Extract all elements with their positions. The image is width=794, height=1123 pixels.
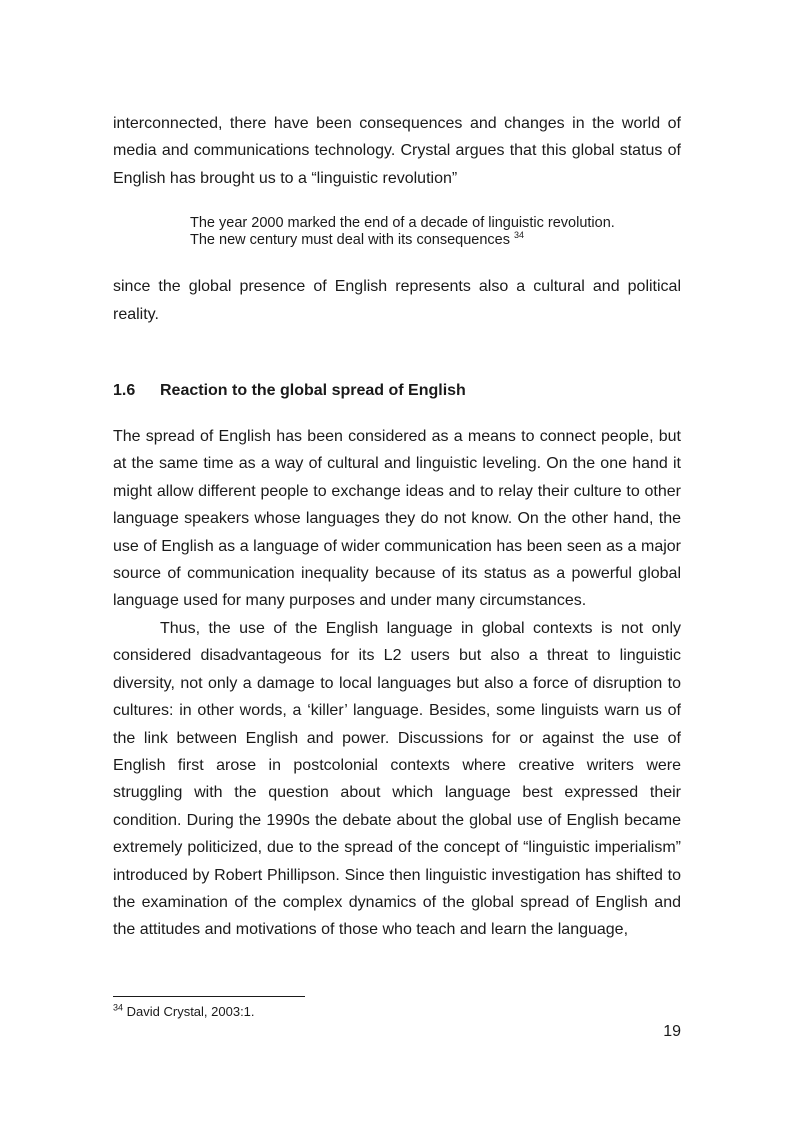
footnote-separator <box>113 996 305 997</box>
paragraph-thus: Thus, the use of the English language in global contexts is not only considered disadvantageous for its L2 users but also a threat to linguistic diversity, not only a damage to local languages but also a force of disruption to cultures: in other words, a ‘killer’ language. Besides, some linguists warn us of the link between English and power. Discussions for or against the use of English first arose in postcolonial contexts where creative writers were struggling with the question about which language best expressed their condition. During the 1990s the debate about the global use of English became extremely politicized, due to the spread of the concept of “linguistic imperialism” introduced by Robert Phillipson. Since then linguistic investigation has shifted to the examination of the complex dynamics of the global spread of English and the attitudes and motivations of those who teach and learn the language, <box>113 619 681 939</box>
footnote <box>113 1004 255 1020</box>
quote-line-1: The year 2000 marked the end of a decade of linguistic revolution. <box>190 215 615 232</box>
paragraph-continuation: interconnected, there have been consequences and changes in the world of media and communications technology. Crystal argues that this global status of English has brought us to a “linguistic revolution” <box>113 115 681 187</box>
page-body <box>113 110 681 944</box>
block-quote <box>190 215 650 249</box>
section-number: 1.6 <box>113 382 136 400</box>
quote-line-2-text: The new century must deal with its consequences <box>190 232 510 249</box>
footnote-text: David Crystal, 2003:1. <box>123 1004 255 1019</box>
footnote-reference[interactable]: 34 <box>514 230 525 241</box>
footnote-marker: 34 <box>113 1002 124 1013</box>
page-number: 19 <box>663 1023 681 1040</box>
paragraph-after-quote: since the global presence of English represents also a cultural and political reality. <box>113 278 681 323</box>
paragraph-spread: The spread of English has been considered as a means to connect people, but at the same time as a way of cultural and linguistic leveling. On the one hand it might allow different people to exchange ideas and to relay their culture to other language speakers whose languages they do not know. On the other hand, the use of English as a language of wider communication has been seen as a major source of communication inequality because of its status as a powerful global language used for many purposes and under many circumstances. <box>113 428 681 610</box>
section-heading <box>113 380 681 402</box>
section-title: Reaction to the global spread of English <box>160 382 466 400</box>
quote-line-2 <box>190 232 650 249</box>
